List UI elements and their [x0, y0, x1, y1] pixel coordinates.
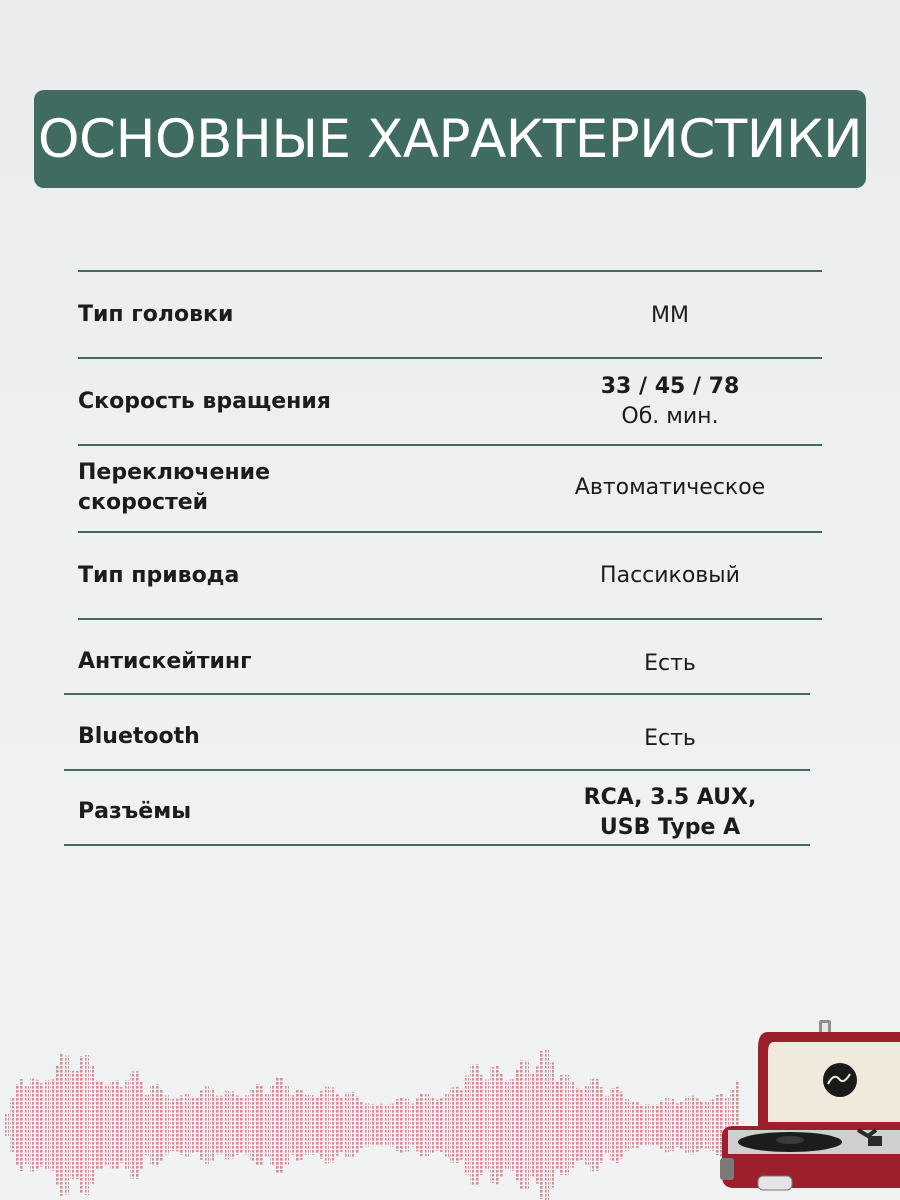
- waveform-bar: [330, 1087, 334, 1162]
- waveform-bar: [190, 1096, 194, 1153]
- waveform-bar: [375, 1105, 379, 1145]
- waveform-bar: [305, 1095, 309, 1155]
- waveform-bar: [570, 1082, 574, 1167]
- waveform-bar: [110, 1081, 114, 1168]
- waveform-bar: [480, 1075, 484, 1175]
- waveform-bar: [10, 1098, 14, 1152]
- waveform-bar: [495, 1066, 499, 1185]
- waveform-bar: [115, 1080, 119, 1170]
- divider-line: [64, 693, 810, 695]
- waveform-bar: [45, 1080, 49, 1170]
- waveform-bar: [585, 1085, 589, 1166]
- waveform-bar: [505, 1080, 509, 1170]
- waveform-bar: [675, 1103, 679, 1146]
- waveform-bar: [345, 1092, 349, 1158]
- waveform-bar: [370, 1104, 374, 1146]
- waveform-bar: [220, 1096, 224, 1155]
- waveform-bar: [520, 1060, 524, 1190]
- waveform-bar: [555, 1081, 559, 1169]
- spec-label: Антискейтинг: [78, 649, 252, 674]
- waveform-bar: [95, 1080, 99, 1169]
- waveform-bar: [645, 1104, 649, 1146]
- spec-label-line1: Переключение: [78, 460, 270, 485]
- waveform-bar: [545, 1050, 549, 1200]
- waveform-bar: [195, 1098, 199, 1152]
- waveform-bar: [525, 1060, 529, 1190]
- waveform-bar: [610, 1088, 614, 1162]
- waveform-bar: [55, 1065, 59, 1185]
- waveform-bar: [85, 1055, 89, 1195]
- waveform-bar: [100, 1081, 104, 1169]
- waveform-bar: [265, 1094, 269, 1157]
- spec-label: Bluetooth: [78, 724, 200, 749]
- waveform-bar: [290, 1095, 294, 1155]
- divider-line: [78, 270, 822, 272]
- waveform-bar: [580, 1090, 584, 1160]
- waveform-bar: [90, 1066, 94, 1184]
- waveform-bar: [320, 1091, 324, 1159]
- waveform-bar: [165, 1095, 169, 1154]
- spec-value: Автоматическое: [574, 475, 766, 500]
- spec-value: MM: [651, 303, 689, 328]
- waveform-bar: [80, 1056, 84, 1194]
- waveform-bar: [705, 1101, 709, 1150]
- waveform-bar: [475, 1064, 479, 1186]
- waveform-bar: [15, 1084, 19, 1166]
- waveform-bar: [680, 1101, 684, 1149]
- waveform-bar: [500, 1073, 504, 1177]
- waveform-bar: [20, 1079, 24, 1171]
- waveform-bar: [550, 1062, 554, 1187]
- turntable-suitcase-icon: [718, 1018, 900, 1200]
- waveform-bar: [695, 1099, 699, 1152]
- waveform-bar: [405, 1099, 409, 1152]
- waveform-bar: [205, 1086, 209, 1164]
- page-title: ОСНОВНЫЕ ХАРАКТЕРИСТИКИ: [37, 108, 863, 170]
- waveform-bar: [460, 1090, 464, 1159]
- waveform-bar: [590, 1079, 594, 1171]
- waveform-bar: [120, 1087, 124, 1163]
- waveform-bar: [670, 1099, 674, 1151]
- waveform-bar: [655, 1104, 659, 1146]
- divider-line: [78, 444, 822, 446]
- waveform-bar: [140, 1081, 144, 1170]
- spec-value: Есть: [644, 726, 696, 751]
- waveform-bar: [380, 1104, 384, 1146]
- waveform-bar: [425, 1094, 429, 1156]
- waveform-bar: [385, 1105, 389, 1145]
- waveform-bar: [665, 1098, 669, 1152]
- waveform-bar: [325, 1087, 329, 1164]
- spec-value: Есть: [644, 651, 696, 676]
- waveform-bar: [25, 1086, 29, 1164]
- waveform-bar: [605, 1096, 609, 1154]
- waveform-bar: [535, 1066, 539, 1183]
- waveform-bar: [355, 1096, 359, 1154]
- waveform-bar: [625, 1099, 629, 1151]
- divider-line: [78, 357, 822, 359]
- waveform-bar: [490, 1067, 494, 1183]
- spec-value: Пассиковый: [600, 563, 740, 588]
- waveform-bar: [440, 1098, 444, 1152]
- waveform-bar: [360, 1102, 364, 1148]
- waveform-bar: [300, 1090, 304, 1160]
- waveform-bar: [690, 1096, 694, 1155]
- waveform-bar: [700, 1102, 704, 1148]
- waveform-bar: [465, 1076, 469, 1175]
- waveform-bar: [540, 1051, 544, 1199]
- waveform-bar: [295, 1089, 299, 1160]
- spec-label: Тип привода: [78, 563, 240, 588]
- divider-line: [78, 531, 822, 533]
- waveform-bar: [620, 1092, 624, 1159]
- waveform-bar: [70, 1071, 74, 1179]
- waveform-bar: [560, 1075, 564, 1175]
- waveform-bar: [415, 1099, 419, 1152]
- waveform-bar: [35, 1080, 39, 1171]
- title-banner: [34, 90, 866, 188]
- spec-value-line1: 33 / 45 / 78: [600, 374, 740, 399]
- waveform-bar: [575, 1088, 579, 1162]
- waveform-bar: [595, 1079, 599, 1171]
- waveform-bar: [50, 1079, 54, 1170]
- waveform-bar: [600, 1087, 604, 1163]
- waveform-bar: [650, 1105, 654, 1146]
- waveform-bar: [40, 1083, 44, 1166]
- waveform-bar: [280, 1077, 284, 1173]
- spec-label: Тип головки: [78, 302, 234, 327]
- waveform-bar: [430, 1097, 434, 1153]
- waveform-bar: [420, 1094, 424, 1156]
- waveform-bar: [180, 1095, 184, 1154]
- waveform-bar: [65, 1056, 69, 1195]
- waveform-bar: [155, 1084, 159, 1167]
- waveform-bar: [260, 1085, 264, 1165]
- waveform-bar: [410, 1104, 414, 1147]
- waveform-bar: [210, 1088, 214, 1161]
- waveform-bar: [135, 1071, 139, 1179]
- waveform-bar: [515, 1070, 519, 1180]
- waveform-bar: [630, 1102, 634, 1147]
- waveform-bar: [530, 1074, 534, 1177]
- waveform-bar: [240, 1098, 244, 1153]
- divider-line: [78, 618, 822, 620]
- divider-line: [64, 769, 810, 771]
- waveform-bar: [150, 1086, 154, 1165]
- waveform-bar: [270, 1085, 274, 1165]
- waveform-bar: [400, 1097, 404, 1153]
- waveform-bar: [660, 1100, 664, 1149]
- waveform-bar: [310, 1095, 314, 1155]
- waveform-bar: [200, 1090, 204, 1159]
- waveform-bar: [160, 1089, 164, 1162]
- spec-value-line2: Об. мин.: [621, 404, 719, 429]
- waveform-bar: [390, 1104, 394, 1147]
- waveform-bar: [245, 1095, 249, 1154]
- waveform-bar: [255, 1084, 259, 1166]
- spec-label-line2: скоростей: [78, 490, 209, 515]
- waveform-bar: [455, 1087, 459, 1163]
- waveform-bar: [485, 1080, 489, 1171]
- waveform-bar: [230, 1092, 234, 1159]
- waveform-bar: [635, 1102, 639, 1148]
- waveform-bar: [350, 1092, 354, 1158]
- waveform-bar: [75, 1071, 79, 1179]
- spec-value-line2: USB Type A: [599, 815, 741, 840]
- waveform-bar: [335, 1094, 339, 1155]
- waveform-bar: [445, 1093, 449, 1157]
- waveform-bar: [365, 1104, 369, 1147]
- spec-label: Разъёмы: [78, 799, 192, 824]
- waveform-bar: [145, 1095, 149, 1156]
- waveform-bar: [285, 1085, 289, 1165]
- waveform-bar: [235, 1095, 239, 1154]
- waveform-bar: [215, 1096, 219, 1155]
- waveform-bar: [510, 1079, 514, 1171]
- waveform-bar: [710, 1099, 714, 1151]
- waveform-bar: [250, 1089, 254, 1161]
- waveform-bar: [435, 1100, 439, 1151]
- waveform-bar: [185, 1094, 189, 1157]
- waveform-bar: [125, 1080, 129, 1170]
- waveform-bar: [565, 1075, 569, 1175]
- waveform-bar: [130, 1071, 134, 1178]
- waveform-bar: [105, 1084, 109, 1166]
- waveform-bar: [170, 1099, 174, 1151]
- waveform-bar: [60, 1054, 64, 1196]
- waveform-bar: [315, 1097, 319, 1154]
- waveform-bar: [5, 1114, 9, 1136]
- waveform-bar: [470, 1064, 474, 1185]
- waveform-bar: [340, 1098, 344, 1152]
- waveform-bar: [225, 1091, 229, 1159]
- waveform-bar: [640, 1105, 644, 1146]
- waveform-bar: [395, 1099, 399, 1151]
- waveform-bar: [685, 1096, 689, 1154]
- spec-value-line1: RCA, 3.5 AUX,: [583, 785, 757, 810]
- waveform-bar: [175, 1099, 179, 1152]
- waveform-bar: [30, 1079, 34, 1172]
- waveform-bar: [450, 1087, 454, 1162]
- divider-line: [64, 844, 810, 846]
- waveform-bar: [275, 1077, 279, 1174]
- waveform-bar: [615, 1087, 619, 1163]
- spec-label: Скорость вращения: [78, 389, 331, 414]
